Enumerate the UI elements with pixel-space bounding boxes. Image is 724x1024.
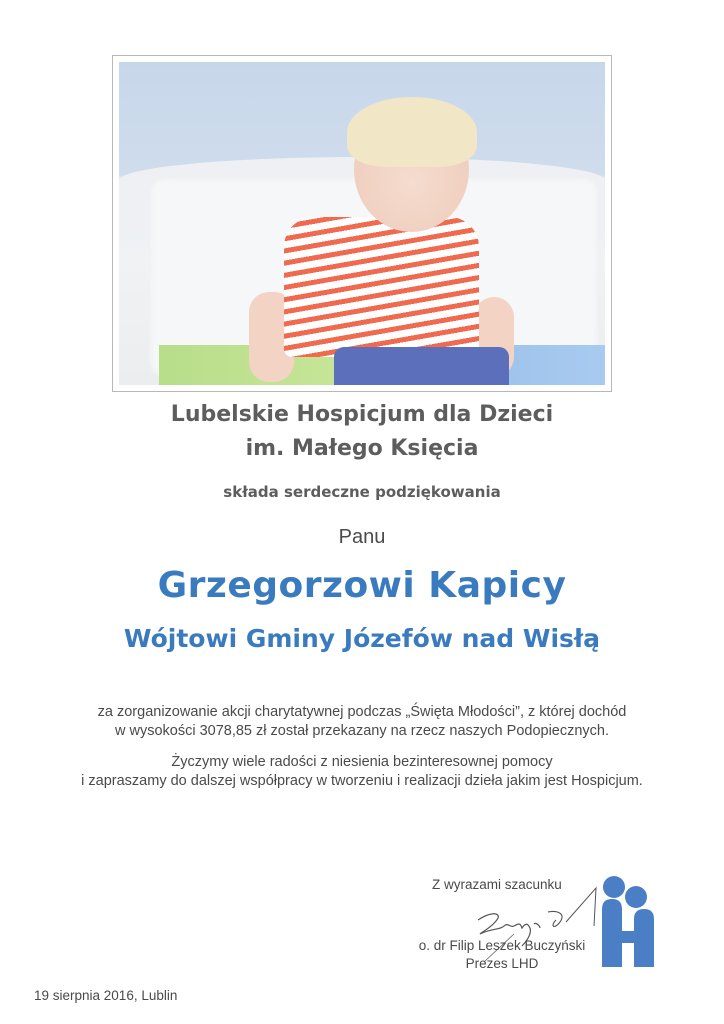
paragraph-donation xyxy=(0,703,724,741)
organization-line1: Lubelskie Hospicjum dla Dzieci xyxy=(170,402,554,427)
salutation: Panu xyxy=(338,526,386,548)
thanks-intro: składa serdeczne podziękowania xyxy=(223,483,501,501)
recipient-title: Wójtowi Gminy Józefów nad Wisłą xyxy=(123,624,601,653)
recipient-name: Grzegorzowi Kapicy xyxy=(157,565,567,606)
paragraph-donation-line1: za zorganizowanie akcji charytatywnej podczas „Święta Młodości”, z której dochód xyxy=(97,704,627,720)
striped-shirt xyxy=(284,217,479,357)
paragraph-wishes-line1: Życzymy wiele radości z niesienia bezinteresownej pomocy xyxy=(171,754,553,770)
paragraph-wishes-line2: i zapraszamy do dalszej współpracy w tworzeniu i realizacji dzieła jakim jest Hospicjum. xyxy=(81,773,643,789)
closing-phrase: Z wyrazami szacunku xyxy=(432,877,562,892)
child-photo xyxy=(119,62,605,385)
paragraph-donation-line2: w wysokości 3078,85 zł został przekazany na rzecz naszych Podopiecznych. xyxy=(114,723,610,739)
photo-frame xyxy=(112,55,612,392)
blue-pants xyxy=(334,347,509,385)
paragraph-wishes xyxy=(0,753,724,791)
signer-name: o. dr Filip Leszek Buczyński xyxy=(418,938,586,953)
date-place: 19 sierpnia 2016, Lublin xyxy=(34,988,178,1003)
signer-block xyxy=(412,937,592,973)
child-hair xyxy=(347,97,477,167)
organization-line2: im. Małego Księcia xyxy=(245,436,479,461)
organization-name xyxy=(0,398,724,466)
signer-role: Prezes LHD xyxy=(465,956,539,971)
hospice-logo-icon xyxy=(600,875,656,967)
